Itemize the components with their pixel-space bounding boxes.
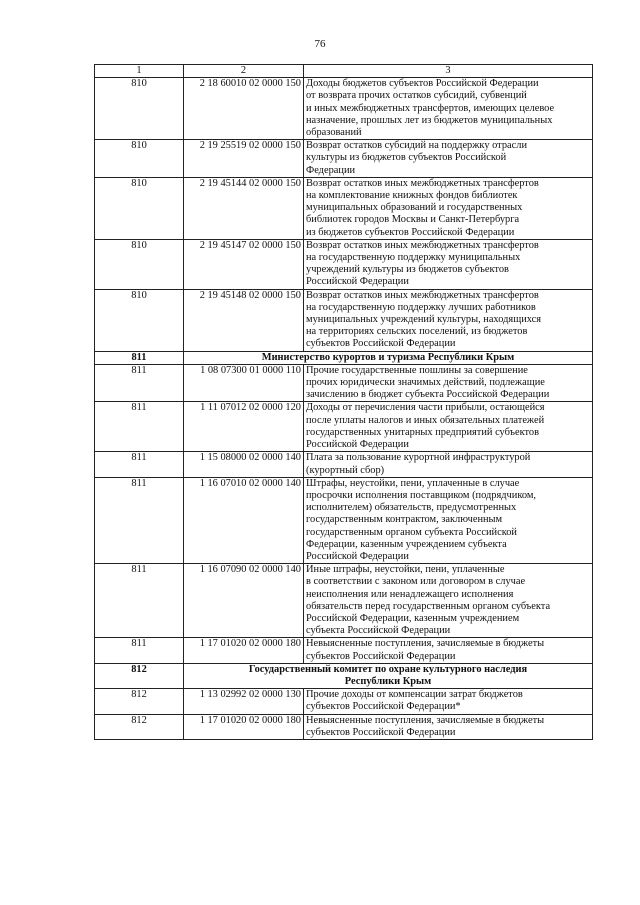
budget-classification-code: 2 19 25519 02 0000 150: [184, 140, 304, 178]
budget-classification-code: 2 19 45148 02 0000 150: [184, 289, 304, 351]
description-line: государственных унитарных предприятий субъектов: [306, 426, 540, 438]
table-row: [95, 78, 593, 140]
description-line: образований: [306, 127, 362, 139]
budget-classification-code: 1 17 01020 02 0000 180: [184, 714, 304, 739]
section-title-line: Государственный комитет по охране культурного наследия: [248, 663, 528, 675]
admin-code: 812: [95, 714, 184, 739]
description-line: Доходы от перечисления части прибыли, остающейся: [306, 402, 545, 414]
admin-code: 810: [95, 140, 184, 178]
description-line: от возврата прочих остатков субсидий, субвенций: [306, 90, 527, 102]
admin-code: 811: [95, 364, 184, 402]
revenue-description: [304, 78, 593, 140]
description-line: учреждений культуры из бюджетов субъектов: [306, 264, 509, 276]
budget-classification-code: 1 17 01020 02 0000 180: [184, 638, 304, 663]
budget-classification-code: 2 19 45147 02 0000 150: [184, 239, 304, 289]
description-line: назначение, прошлых лет из бюджетов муниципальных: [306, 114, 553, 126]
revenue-description: [304, 564, 593, 638]
description-line: на комплектование книжных фондов библиотек: [306, 190, 518, 202]
description-line: Невыясненные поступления, зачисляемые в бюджеты: [306, 638, 545, 650]
page-number: 76: [314, 38, 326, 50]
table-row: [95, 402, 593, 452]
budget-classification-code: 2 19 45144 02 0000 150: [184, 177, 304, 239]
admin-code: 811: [95, 402, 184, 452]
description-line: обязательств перед государственным органом субъекта: [306, 600, 551, 612]
description-line: Возврат остатков иных межбюджетных трансфертов: [306, 177, 539, 189]
admin-code: 811: [95, 351, 184, 364]
description-line: на государственную поддержку муниципальных: [306, 252, 521, 264]
description-line: на государственную поддержку лучших работников: [306, 301, 536, 313]
description-line: исполнителем) обязательств, предусмотренных: [306, 502, 517, 514]
description-line: субъектов Российской Федерации: [306, 338, 456, 350]
admin-code: 812: [95, 663, 184, 688]
description-line: Доходы бюджетов субъектов Российской Федерации: [306, 78, 539, 90]
budget-classification-code: 1 16 07090 02 0000 140: [184, 564, 304, 638]
description-line: Штрафы, неустойки, пени, уплаченные в случае: [306, 477, 520, 489]
section-title: [184, 351, 593, 364]
description-line: Прочие доходы от компенсации затрат бюджетов: [306, 689, 523, 701]
description-line: государственным органом субъекта Российской: [306, 526, 517, 538]
revenue-description: [304, 689, 593, 714]
description-line: Российской Федерации: [306, 276, 409, 288]
revenue-description: [304, 177, 593, 239]
revenue-description: [304, 714, 593, 739]
description-line: Прочие государственные пошлины за совершение: [306, 364, 528, 376]
revenue-description: [304, 452, 593, 477]
description-line: субъекта Российской Федерации: [306, 625, 451, 637]
description-line: государственным контрактом, заключенным: [306, 514, 503, 526]
description-line: из бюджетов субъектов Российской Федерации: [306, 226, 515, 238]
revenue-description: [304, 477, 593, 563]
section-title: [184, 663, 593, 688]
budget-classification-code: 1 08 07300 01 0000 110: [184, 364, 304, 402]
budget-classification-table: [94, 64, 593, 740]
section-title-line: Республики Крым: [344, 675, 432, 687]
description-line: Возврат остатков субсидий на поддержку отрасли: [306, 140, 528, 152]
revenue-description: [304, 140, 593, 178]
description-line: муниципальных учреждений культуры, находящихся: [306, 314, 542, 326]
admin-code: 811: [95, 477, 184, 563]
table-row: [95, 289, 593, 351]
admin-code: 810: [95, 289, 184, 351]
revenue-description: [304, 239, 593, 289]
admin-code: 810: [95, 239, 184, 289]
budget-classification-code: 1 16 07010 02 0000 140: [184, 477, 304, 563]
budget-classification-code: 1 11 07012 02 0000 120: [184, 402, 304, 452]
description-line: после уплаты налогов и иных обязательных платежей: [306, 414, 545, 426]
description-line: Федерации: [306, 164, 356, 176]
admin-code: 810: [95, 78, 184, 140]
admin-code: 811: [95, 638, 184, 663]
admin-code: 811: [95, 564, 184, 638]
description-line: субъектов Российской Федерации: [306, 650, 456, 662]
table-row: [95, 177, 593, 239]
description-line: Возврат остатков иных межбюджетных трансфертов: [306, 289, 539, 301]
description-line: просрочки исполнения поставщиком (подрядчиком,: [306, 489, 537, 501]
description-line: прочих юридически значимых действий, подлежащие: [306, 377, 545, 389]
description-line: Возврат остатков иных межбюджетных трансфертов: [306, 239, 539, 251]
table-row: [95, 638, 593, 663]
description-line: (курортный сбор): [306, 464, 385, 476]
description-line: культуры из бюджетов субъектов Российской: [306, 152, 507, 164]
budget-classification-code: 1 15 08000 02 0000 140: [184, 452, 304, 477]
budget-classification-code: 1 13 02992 02 0000 130: [184, 689, 304, 714]
description-line: на территориях сельских поселений, из бюджетов: [306, 326, 528, 338]
description-line: Невыясненные поступления, зачисляемые в бюджеты: [306, 714, 545, 726]
admin-code: 810: [95, 177, 184, 239]
description-line: Российской Федерации, казенным учреждением: [306, 612, 520, 624]
header-col-3: 3: [304, 65, 593, 78]
table-row: [95, 452, 593, 477]
table-row: [95, 564, 593, 638]
admin-code: 812: [95, 689, 184, 714]
budget-classification-code: 2 18 60010 02 0000 150: [184, 78, 304, 140]
section-row: [95, 663, 593, 688]
description-line: и иных межбюджетных трансфертов, имеющих целевое: [306, 102, 555, 114]
description-line: Федерации, казенным учреждением субъекта: [306, 538, 507, 550]
description-line: зачислению в бюджет субъекта Российской Федерации: [306, 389, 550, 401]
revenue-description: [304, 364, 593, 402]
table-row: [95, 364, 593, 402]
admin-code: 811: [95, 452, 184, 477]
header-col-2: 2: [184, 65, 304, 78]
table-row: [95, 714, 593, 739]
description-line: Российской Федерации: [306, 439, 409, 451]
table-row: [95, 689, 593, 714]
description-line: библиотек городов Москвы и Санкт-Петербурга: [306, 214, 520, 226]
table-header-row: [95, 65, 593, 78]
description-line: Плата за пользование курортной инфраструктурой: [306, 452, 531, 464]
revenue-description: [304, 402, 593, 452]
description-line: Иные штрафы, неустойки, пени, уплаченные: [306, 564, 505, 576]
header-col-1: 1: [95, 65, 184, 78]
description-line: субъектов Российской Федерации: [306, 726, 456, 738]
description-line: неисполнения или ненадлежащего исполнения: [306, 588, 514, 600]
description-line: Российской Федерации: [306, 550, 409, 562]
revenue-description: [304, 289, 593, 351]
revenue-description: [304, 638, 593, 663]
table-row: [95, 477, 593, 563]
description-line: субъектов Российской Федерации*: [306, 701, 461, 713]
table-row: [95, 239, 593, 289]
section-title-line: Министерство курортов и туризма Республики Крым: [261, 351, 515, 363]
description-line: в соответствии с законом или договором в случае: [306, 576, 526, 588]
description-line: муниципальных образований и государственных: [306, 202, 523, 214]
table-row: [95, 140, 593, 178]
section-row: [95, 351, 593, 364]
table-body: [95, 78, 593, 740]
